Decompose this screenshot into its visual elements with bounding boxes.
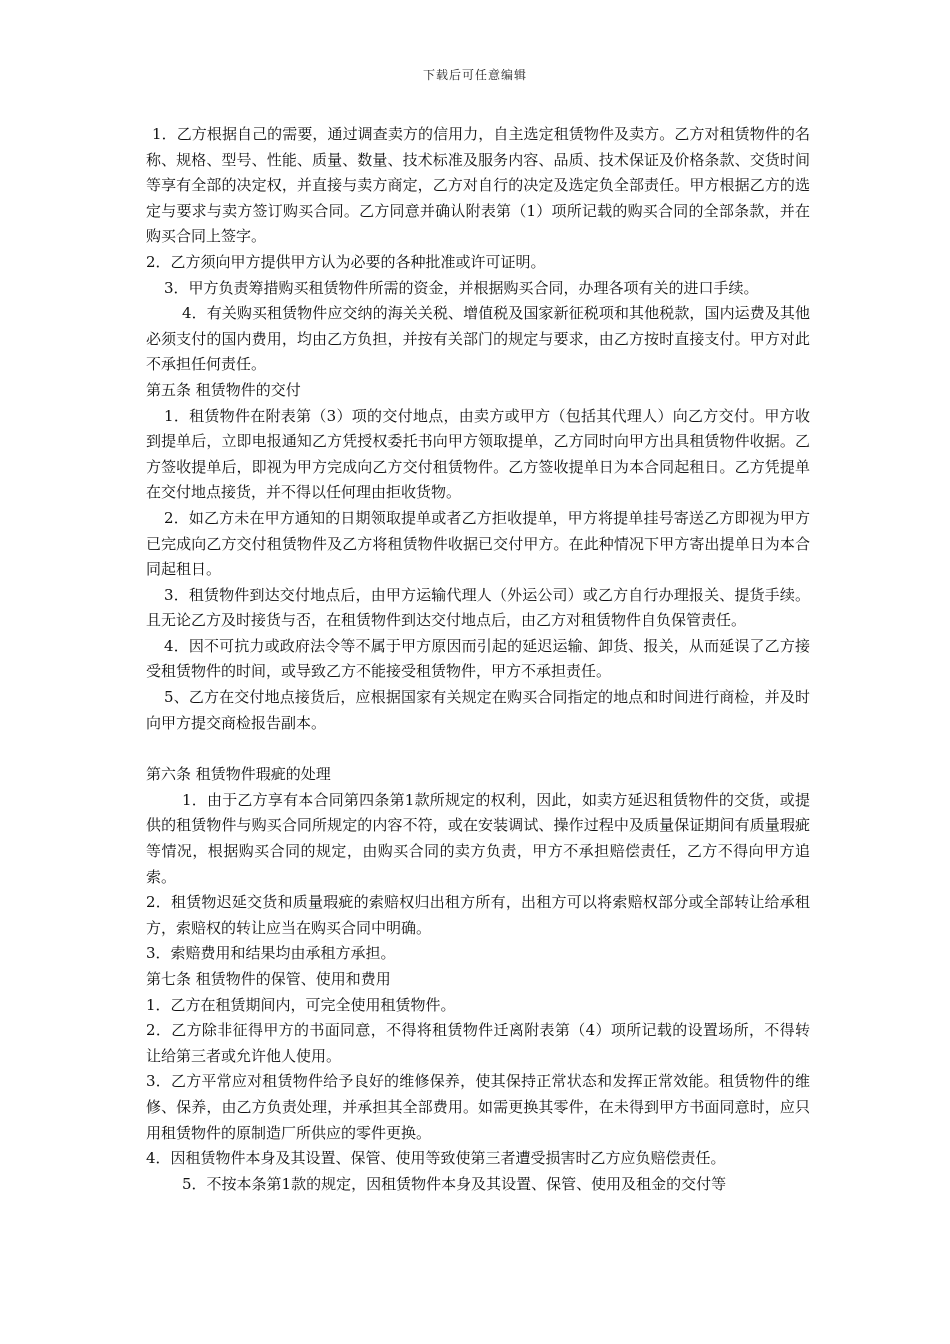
section-heading: 第七条 租赁物件的保管、使用和费用 (146, 970, 391, 988)
paragraph: 5、乙方在交付地点接货后，应根据国家有关规定在购买合同指定的地点和时间进行商检，并及时向甲方提交商检报告副本。 (146, 688, 810, 732)
paragraph: 1．乙方在租赁期间内，可完全使用租赁物件。 (146, 995, 456, 1014)
paragraph: 3．甲方负责筹措购买租赁物件所需的资金，并根据购买合同，办理各项有关的进口手续。 (164, 278, 759, 297)
paragraph: 4．因不可抗力或政府法令等不属于甲方原因而引起的延迟运输、卸货、报关，从而延误了乙方接受租赁物件的时间，或导致乙方不能接受租赁物件，甲方不承担责任。 (146, 636, 810, 681)
paragraph: 4．因租赁物件本身及其设置、保管、使用等致使第三者遭受损害时乙方应负赔偿责任。 (146, 1149, 726, 1168)
paragraph: 2．乙方须向甲方提供甲方认为必要的各种批准或许可证明。 (146, 252, 546, 271)
paragraph: 4．有关购买租赁物件应交纳的海关关税、增值税及国家新征税项和其他税款，国内运费及其他必须支付的国内费用，均由乙方负担，并按有关部门的规定与要求，由乙方按时直接支付。甲方对此不承担任何责任。 (146, 304, 810, 374)
paragraph: 3．索赔费用和结果均由承租方承担。 (146, 944, 396, 963)
paragraph: 2．乙方除非征得甲方的书面同意，不得将租赁物件迁离附表第（4）项所记载的设置场所，不得转让给第三者或允许他人使用。 (146, 1021, 810, 1065)
paragraph: 2．租赁物迟延交货和质量瑕疵的索赔权归出租方所有，出租方可以将索赔权部分或全部转让给承租方，索赔权的转让应当在购买合同中明确。 (146, 893, 810, 937)
paragraph: 1．租赁物件在附表第（3）项的交付地点，由卖方或甲方（包括其代理人）向乙方交付。甲方收到提单后，立即电报通知乙方凭授权委托书向甲方领取提单，乙方同时向甲方出具租赁物件收据。乙方签收提单后，即视为甲方完成向乙方交付租赁物件。乙方签收提单日为本合同起租日。乙方凭提单在交付地点接货，并不得以任何理由拒收货物。 (146, 406, 810, 502)
paragraph: 5．不按本条第1款的规定，因租赁物件本身及其设置、保管、使用及租金的交付等 (182, 1174, 727, 1193)
paragraph: 2．如乙方未在甲方通知的日期领取提单或者乙方拒收提单，甲方将提单挂号寄送乙方即视为甲方已完成向乙方交付租赁物件及乙方将租赁物件收据已交付甲方。在此种情况下甲方寄出提单日为本合同起租日。 (146, 508, 810, 579)
section-heading: 第六条 租赁物件瑕疵的处理 (146, 765, 331, 784)
document-body (146, 122, 810, 1197)
paragraph: 3．乙方平常应对租赁物件给予良好的维修保养，使其保持正常状态和发挥正常效能。租赁物件的维修、保养，由乙方负责处理，并承担其全部费用。如需更换其零件，在未得到甲方书面同意时，应只用租赁物件的原制造厂所供应的零件更换。 (146, 1072, 810, 1142)
page-header: 下载后可任意编辑 (422, 68, 527, 82)
section-heading: 第五条 租赁物件的交付 (146, 380, 301, 399)
paragraph: 3．租赁物件到达交付地点后，由甲方运输代理人（外运公司）或乙方自行办理报关、提货手续。且无论乙方及时接货与否，在租赁物件到达交付地点后，由乙方对租赁物件自负保管责任。 (146, 585, 810, 630)
blank-line (146, 736, 810, 762)
paragraph: 1．由于乙方享有本合同第四条第1款所规定的权利，因此，如卖方延迟租赁物件的交货，或提供的租赁物件与购买合同所规定的内容不符，或在安装调试、操作过程中及质量保证期间有质量瑕疵等情况，根据购买合同的规定，由购买合同的卖方负责，甲方不承担赔偿责任，乙方不得向甲方追索。 (146, 790, 810, 886)
paragraph: 1．乙方根据自己的需要，通过调查卖方的信用力，自主选定租赁物件及卖方。乙方对租赁物件的名称、规格、型号、性能、质量、数量、技术标准及服务内容、品质、技术保证及价格条款、交货时间等享有全部的决定权，并直接与卖方商定，乙方对自行的决定及选定负全部责任。甲方根据乙方的选定与要求与卖方签订购买合同。乙方同意并确认附表第（1）项所记载的购买合同的全部条款，并在购买合同上签字。 (146, 125, 810, 246)
